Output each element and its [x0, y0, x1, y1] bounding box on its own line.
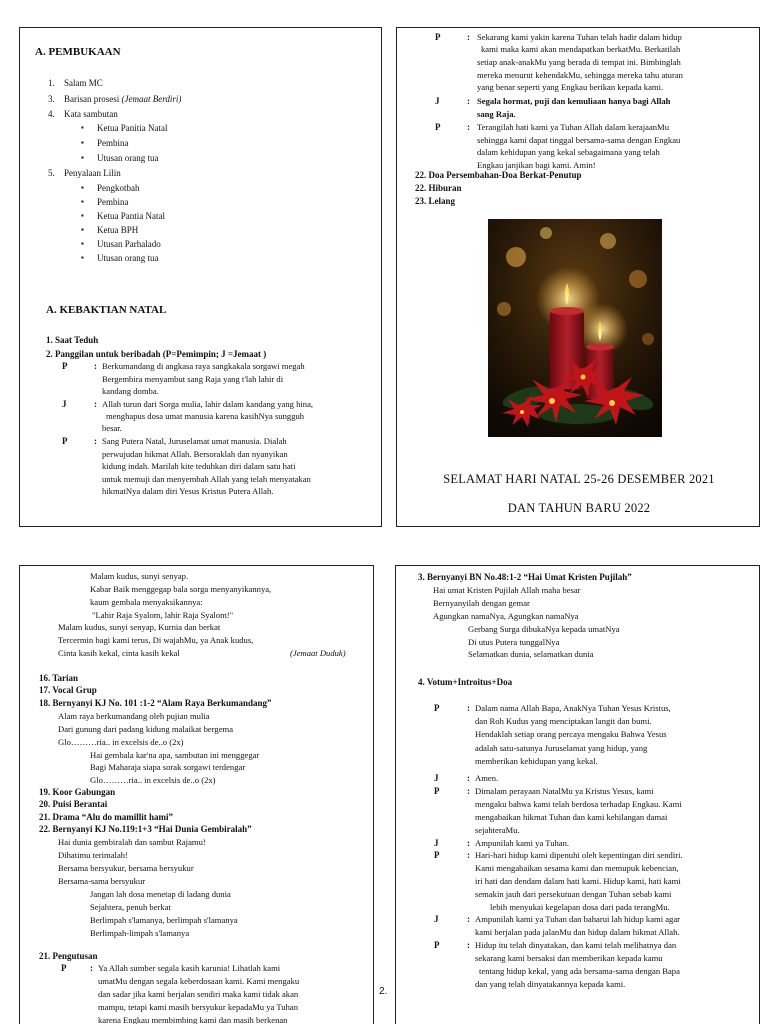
song-line: Hai gembala kar'na apa, sambutan ini menggegar — [90, 750, 260, 760]
speaker-label: J — [62, 399, 67, 409]
list-item: Salam MC — [64, 78, 103, 88]
colon: : — [467, 850, 470, 860]
song-line: Malam kudus, sunyi senyap, Kurnia dan berkat — [58, 622, 221, 632]
sub-list-item: ▪ Pembina — [97, 196, 129, 208]
list-number: 4. — [48, 109, 55, 119]
song-line: Agungkan namaNya, Agungkan namaNya — [433, 611, 579, 621]
list-item: 22. Hiburan — [415, 183, 462, 193]
liturgy-line: kidung indah. Marilah kite teduhkan diri dalam satu hati — [102, 461, 296, 471]
christmas-candle-image — [488, 219, 662, 437]
sub-list-item: ▪ Pengkotbah — [97, 182, 140, 194]
instruction-jemaat-duduk: (Jemaat Duduk) — [290, 648, 346, 658]
colon: : — [467, 32, 470, 42]
list-item: 16. Tarian — [39, 673, 79, 683]
liturgy-line: iri hati dan dendam dalam hati kami. Hidup kami, hati kami — [475, 876, 681, 886]
song-line: Kabar Baik menggegap bala sorga menyanyikannya, — [90, 584, 272, 594]
song-line: Berlimpah s'lamanya, berlimpah s'lamanya — [90, 915, 238, 925]
speaker-label: P — [434, 940, 440, 950]
sub-list-item: ▪ Utusan orang tua — [97, 252, 158, 264]
sub-list-item: ▪ Utusan orang tua — [97, 152, 158, 164]
list-item: 17. Vocal Grup — [39, 685, 97, 695]
liturgy-line: Hidup itu telah dinyatakan, dan kami telah melihatnya dan — [475, 940, 677, 950]
song-line: Dari gunung dari padang kidung malaikat bergema — [58, 724, 234, 734]
liturgy-line: kami berjalan pada jalanMu dan hidup dalam hikmat Allah. — [475, 927, 680, 937]
colon: : — [467, 703, 470, 713]
program-panel-votum — [395, 565, 760, 1024]
item-panggilan: 2. Panggilan untuk beribadah (P=Pemimpin; J =Jemaat ) — [46, 349, 267, 359]
song-line: kaum gembala menyaksikannya: — [90, 597, 203, 607]
liturgy-line: dan Roh Kudus yang menciptakan langit dan bumi. — [475, 716, 652, 726]
liturgy-line: Ya Allah sumber segala kasih karunia! Lihatlah kami — [98, 963, 281, 973]
song-line: Glo………ria.. in excelsis de..o (2x) — [90, 775, 216, 785]
song-line: Bernyanyilah dengan gemar — [433, 598, 530, 608]
program-panel-closing — [396, 27, 760, 527]
liturgy-line: mengabaikan hikmat Tuhan dan kami kehilangan damai — [475, 812, 668, 822]
colon: : — [467, 914, 470, 924]
liturgy-line: perwujudan hikmat Allah. Bersoraklah dan nyanyikan — [102, 449, 288, 459]
speaker-label: P — [62, 436, 68, 446]
speaker-label: J — [434, 914, 439, 924]
colon: : — [467, 940, 470, 950]
song-line: Hai dunia gembiralah dan sambut Rajamu! — [58, 837, 206, 847]
liturgy-line: karena Engkau membimbing kami dan masih berkenan — [98, 1015, 288, 1024]
song-line: Cinta kasih kekal, cinta kasih kekal — [58, 648, 180, 658]
liturgy-line: adalah satu-satunya Juruselamat yang hidup, yang — [475, 743, 648, 753]
colon: : — [90, 963, 93, 973]
list-item: 22. Doa Persembahan-Doa Berkat-Penutup — [415, 170, 582, 180]
greeting-christmas: SELAMAT HARI NATAL 25-26 DESEMBER 2021 — [443, 472, 715, 486]
liturgy-line: sang Raja. — [477, 109, 516, 119]
list-number: 1. — [48, 78, 55, 88]
greeting-new-year: DAN TAHUN BARU 2022 — [507, 501, 651, 515]
liturgy-line: Kami mengabaikan sesama kami dan memupuk kebencian, — [475, 863, 679, 873]
section-heading-pembukaan: A. PEMBUKAAN — [35, 46, 121, 58]
liturgy-line: mampu, tetapi kami masih bersyukur kepadaMu ya Tuhan — [98, 1002, 299, 1012]
song-line: Dihatimu terimalah! — [58, 850, 128, 860]
list-item: 18. Bernyanyi KJ No. 101 :1-2 “Alam Raya Berkumandang” — [39, 698, 272, 708]
liturgy-line: kami maka kami akan mendapatkan berkatMu. Berkatilah — [481, 44, 681, 54]
liturgy-line: tentang hidup kekal, yang ada bersama-sama dengan Bapa — [479, 966, 680, 976]
item-song-bn48: 3. Bernyanyi BN No.48:1-2 “Hai Umat Kristen Pujilah” — [418, 572, 632, 582]
colon: : — [467, 773, 470, 783]
liturgy-line: Ampunilah kami ya Tuhan dan baharui lah hidup kami agar — [475, 914, 681, 924]
liturgy-line: dan sadar jika kami berjalan sendiri maka kami tidak akan — [98, 989, 299, 999]
sub-list-item: ▪ Ketua Panitia Natal — [97, 122, 167, 134]
liturgy-line: untuk memuji dan menyembah Allah yang telah menyatakan — [102, 474, 311, 484]
colon: : — [94, 361, 97, 371]
list-item: Barisan prosesi (Jemaat Berdiri) — [64, 94, 182, 104]
colon: : — [467, 122, 470, 132]
liturgy-line: setiap anak-anakMu yang berada di tempat ini. Bimbinglah — [477, 57, 681, 67]
speaker-label: J — [435, 96, 440, 106]
liturgy-line: dan yang telah dinyatakannya kepada kami. — [475, 979, 626, 989]
liturgy-line: lebih menyukai kegelapan dosa dari pada terangMu. — [490, 902, 670, 912]
page-number: 2. — [379, 986, 388, 997]
liturgy-line: Amen. — [475, 773, 499, 783]
liturgy-line: Sang Putera Natal, Juruselamat umat manusia. Dialah — [102, 436, 287, 446]
speaker-label: P — [61, 963, 67, 973]
song-line: Gerbang Surga dibukaNya kepada umatNya — [468, 624, 620, 634]
song-line: Berlimpah-limpah s'lamanya — [90, 928, 190, 938]
liturgy-line: memberikan kehidupan yang kekal. — [475, 756, 598, 766]
list-item: 21. Drama “Alu do mamillit hami” — [39, 812, 173, 822]
song-line: Alam raya berkumandang oleh pujian mulia — [58, 711, 210, 721]
song-line: Bersama bersyukur, bersama bersyukur — [58, 863, 194, 873]
list-item: Kata sambutan — [64, 109, 118, 119]
liturgy-line: sejahteraMu. — [475, 825, 520, 835]
liturgy-line: menghapus dosa umat manusia karena kasihNya sungguh — [106, 411, 305, 421]
colon: : — [467, 96, 470, 106]
list-item: Penyalaan Lilin — [64, 168, 121, 178]
song-line: Glo………ria.. in excelsis de..o (2x) — [58, 737, 184, 747]
list-number: 3. — [48, 94, 55, 104]
list-item: 23. Lelang — [415, 196, 456, 206]
speaker-label: J — [434, 773, 439, 783]
section-heading-kebaktian: A. KEBAKTIAN NATAL — [46, 304, 167, 316]
program-panel-songs — [19, 565, 374, 1024]
speaker-label: P — [435, 122, 441, 132]
song-line: Bersama-sama bersyukur — [58, 876, 146, 886]
list-number: 5. — [48, 168, 55, 178]
liturgy-line: yang benar seperti yang Engkau berikan kepada kami. — [477, 82, 664, 92]
list-item: 20. Puisi Berantai — [39, 799, 108, 809]
liturgy-line: Hendaklah setiap orang percaya mengaku Bahwa Yesus — [475, 729, 667, 739]
item-pengutusan: 21. Pengutusan — [39, 951, 98, 961]
speaker-label: P — [434, 786, 440, 796]
song-line: Sejahtera, penuh berkat — [90, 902, 171, 912]
colon: : — [94, 399, 97, 409]
liturgy-line: Segala hormat, puji dan kemuliaan hanya bagi Allah — [477, 96, 671, 106]
liturgy-line: Berkumandang di angkasa raya sangkakala sorgawi megah — [102, 361, 305, 371]
song-line: Hai umat Kristen Pujilah Allah maha besar — [433, 585, 581, 595]
liturgy-line: mereka menurut kehendakMu, sehingga mereka tahu aturan — [477, 70, 683, 80]
song-line: Selamatkan dunia, selamatkan dunia — [468, 649, 594, 659]
speaker-label: P — [62, 361, 68, 371]
speaker-label: P — [434, 850, 440, 860]
liturgy-line: Engkau janjikan bagi kami. Amin! — [477, 160, 596, 170]
song-line: Di utus Putera tunggalNya — [468, 637, 560, 647]
program-panel-opening — [19, 27, 382, 527]
liturgy-line: Terangilah hati kami ya Tuhan Allah dalam kerajaanMu — [477, 122, 669, 132]
song-line: Malam kudus, sunyi senyap. — [90, 571, 189, 581]
speaker-label: J — [434, 838, 439, 848]
liturgy-line: dalam kehidupan yang kekal sebagaimana yang telah — [477, 147, 660, 157]
liturgy-line: hikmatNya dalam diri Yesus Kristus Putera Allah. — [102, 486, 274, 496]
sub-list-item: ▪ Pembina — [97, 137, 129, 149]
song-line: Bagi Maharaja siapa sorak sorgawi terdengar — [90, 762, 246, 772]
colon: : — [467, 786, 470, 796]
song-line: Jangan lah dosa menetap di ladang dunia — [90, 889, 231, 899]
speaker-label: P — [434, 703, 440, 713]
liturgy-line: sekarang kami bersaksi dan memberikan kepada kamu — [475, 953, 663, 963]
liturgy-line: Dimalam perayaan NatalMu ya Kristus Yesus, kami — [475, 786, 654, 796]
liturgy-line: Bergembira menyambut sang Raja yang t'lah lahir di — [102, 374, 284, 384]
item-votum: 4. Votum+Introitus+Doa — [418, 677, 513, 687]
sub-list-item: ▪ Utusan Parhalado — [97, 238, 161, 250]
list-item: 22. Bernyanyi KJ No.119:1+3 “Hai Dunia Gembiralah” — [39, 824, 252, 834]
liturgy-line: sehingga kami dapat tinggal bersama-sama dengan Engkau — [477, 135, 681, 145]
speaker-label: P — [435, 32, 441, 42]
liturgy-line: Allah turun dari Sorga mulia, lahir dalam kandang yang hina, — [102, 399, 314, 409]
liturgy-line: besar. — [102, 423, 122, 433]
liturgy-line: Hari-hari hidup kami dipenuhi oleh kepentingan diri sendiri. — [475, 850, 683, 860]
liturgy-line: Sekarang kami yakin karena Tuhan telah hadir dalam hidup — [477, 32, 682, 42]
liturgy-line: kandang domba. — [102, 386, 159, 396]
song-line: "Lahir Raja Syalom, lahir Raja Syalom!" — [92, 610, 234, 620]
sub-list-item: ▪ Ketua BPH — [97, 224, 138, 236]
liturgy-line: umatMu dengan segala keberdosaan kami. Kami mengaku — [98, 976, 300, 986]
item-saat-teduh: 1. Saat Teduh — [46, 335, 99, 345]
sub-list-item: ▪ Ketua Pantia Natal — [97, 210, 165, 222]
song-line: Tercermin bagi kami terus, Di wajahMu, ya Anak kudus, — [58, 635, 254, 645]
list-item: 19. Koor Gabungan — [39, 787, 116, 797]
colon: : — [467, 838, 470, 848]
liturgy-line: Dalam nama Allah Bapa, AnakNya Tuhan Yesus Kristus, — [475, 703, 671, 713]
colon: : — [94, 436, 97, 446]
liturgy-line: semakin jauh dari persekutuan dengan Tuhan sebab kami — [475, 889, 672, 899]
liturgy-line: Ampunilah kami ya Tuhan. — [475, 838, 570, 848]
liturgy-line: mengaku bahwa kami telah berdosa terhadap Engkau. Kami — [475, 799, 682, 809]
